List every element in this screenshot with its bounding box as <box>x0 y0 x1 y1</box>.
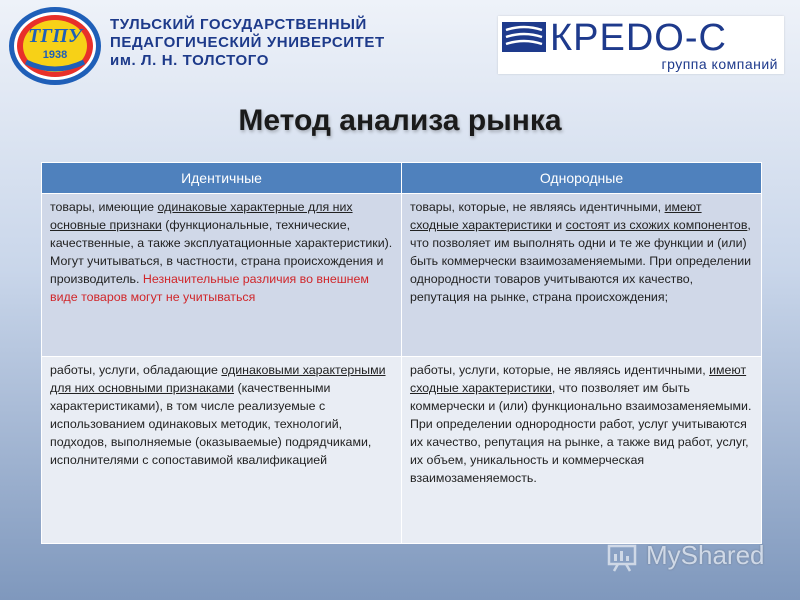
table-row <box>42 194 762 357</box>
company-name: КРЕDO-С <box>550 17 727 59</box>
university-name-line-1: ТУЛЬСКИЙ ГОСУДАРСТВЕННЫЙ <box>110 16 367 33</box>
university-badge-year: 1938 <box>42 49 68 61</box>
university-name <box>110 16 430 70</box>
watermark-text: MyShared <box>646 540 765 570</box>
cell-text-segment: работы, услуги, которые, не являясь идентичными, <box>410 363 710 377</box>
cell-text-segment: имеют сходные характеристики <box>410 200 702 232</box>
table-cell <box>42 357 402 544</box>
kredo-logo-icon <box>502 22 546 52</box>
cell-text-segment: , что позволяет им выполнять одни и те же функции и (или) быть коммерчески взаимозаменяемыми. При определении однородности товаров учитываются их качество, репутация на рынке, страна происхождения; <box>410 218 752 304</box>
comparison-table <box>41 162 762 544</box>
table-cell <box>402 357 762 544</box>
cell-text-segment: состоят из схожих компонентов <box>565 218 748 232</box>
cell-text-segment: имеют сходные характеристики <box>410 363 747 395</box>
university-name-line-3: им. Л. Н. ТОЛСТОГО <box>110 52 269 69</box>
cell-text-segment: (качественными характеристиками), в том числе реализуемые с использованием одинаковых методик, технологий, подходов, выполняемые (оказываемые) подрядчиками, исполнителями с сопоставимой квалификацией <box>50 381 372 467</box>
slide-title: Метод анализа рынка <box>238 104 562 137</box>
cell-text-segment: работы, услуги, обладающие <box>50 363 222 377</box>
university-emblem-icon <box>8 6 102 86</box>
watermark <box>606 536 766 576</box>
university-name-line-2: ПЕДАГОГИЧЕСКИЙ УНИВЕРСИТЕТ <box>110 34 385 51</box>
table-row <box>42 357 762 544</box>
cell-text-segment: товары, имеющие <box>50 200 158 214</box>
cell-text-segment: одинаковыми характерными для них основными признаками <box>50 363 386 395</box>
cell-text-segment: и <box>551 218 566 232</box>
myshared-icon <box>606 540 640 572</box>
column-header-homogeneous: Однородные <box>402 163 762 194</box>
cell-text-segment: одинаковые характерные для них основные признаки <box>50 200 353 232</box>
column-header-identical: Идентичные <box>42 163 402 194</box>
table-cell <box>402 194 762 357</box>
cell-text-segment: Незначительные различия во внешнем виде товаров могут не учитываться <box>50 272 369 304</box>
table-cell <box>42 194 402 357</box>
company-subtitle: группа компаний <box>661 56 778 72</box>
university-badge-abbr: ТГПУ <box>28 25 82 47</box>
cell-text-segment: (функциональные, технические, качественные, а также эксплуатационные характеристики). Могут учитываться, в частности, страна происхождения и производитель. <box>50 218 393 286</box>
cell-text-segment: , что позволяет им быть коммерчески и (или) функционально взаимозаменяемыми. При определении однородности работ, услуг учитываются их качество, репутация на рынке, а также вид работ, услуг, их объем, уникальность и коммерческая взаимозаменяемость. <box>410 381 752 485</box>
cell-text-segment: товары, которые, не являясь идентичными, <box>410 200 665 214</box>
company-logo <box>498 16 784 74</box>
